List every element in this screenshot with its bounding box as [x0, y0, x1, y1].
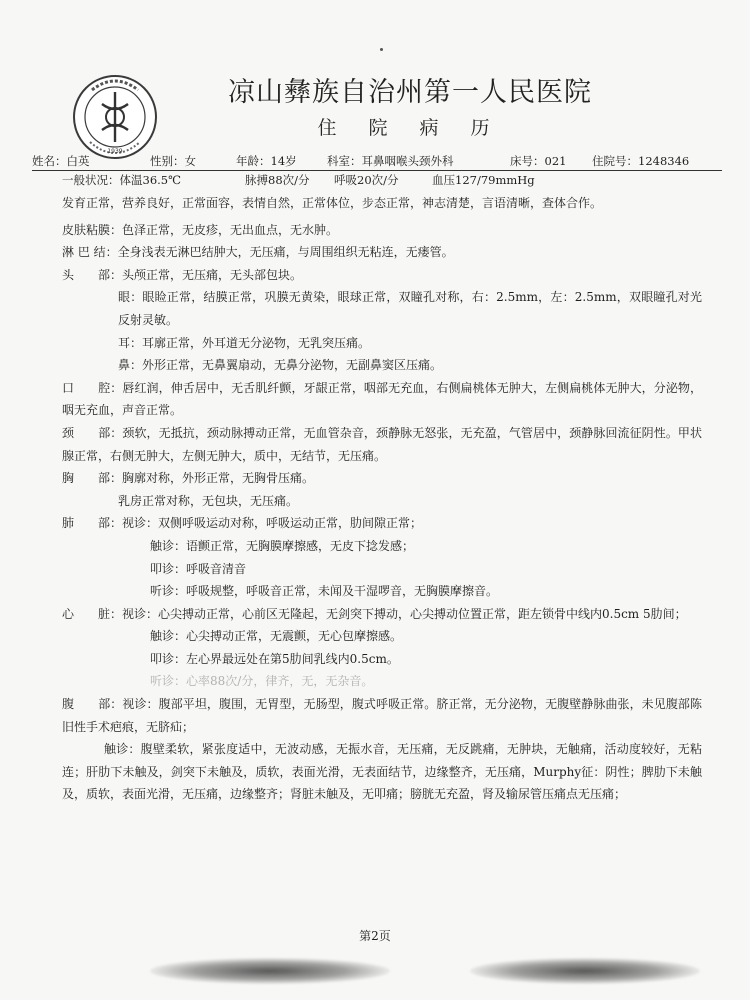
- exam-lung-palpation: 触诊：语颤正常，无胸膜摩擦感，无皮下捻发感；: [150, 538, 415, 553]
- general-temperature: 一般状况：体温36.5℃: [62, 173, 181, 187]
- exam-development: 发育正常，营养良好，正常面容，表情自然，正常体位，步态正常，神志清楚，言语清晰，查体合作。: [62, 196, 603, 210]
- vitals-line: [62, 171, 702, 189]
- patient-name: 姓名：白英: [32, 154, 90, 168]
- exam-lung-percussion: 叩诊：呼吸音清音: [150, 561, 247, 576]
- patient-info-bar: [32, 150, 722, 171]
- exam-heart-auscultation: 听诊：心率88次/分，律齐，无，无杂音。: [150, 674, 374, 689]
- exam-breast: 乳房正常对称，无包块，无压痛。: [118, 493, 299, 508]
- exam-heart-inspection: 心 脏：视诊：心尖搏动正常，心前区无隆起，无剑突下搏动，心尖搏动位置正常，距左锁骨中线内0.5cm 5肋间；: [62, 606, 687, 621]
- respiration: 呼吸20次/分: [334, 173, 399, 187]
- exam-eyes: 眼：眼睑正常，结膜正常，巩膜无黄染，眼球正常，双瞳孔对称，右：2.5mm，左：2.5mm，双眼瞳孔对光反射灵敏。: [118, 290, 702, 327]
- exam-neck: 颈 部：颈软，无抵抗，颈动脉搏动正常，无血管杂音，颈静脉无怒张，无充盈，气管居中，颈静脉回流征阴性。甲状腺正常，右侧无肿大，左侧无肿大，质中，无结节，无压痛。: [62, 425, 702, 463]
- exam-body: [62, 192, 702, 806]
- exam-lymph: 淋 巴 结：全身浅表无淋巴结肿大，无压痛，与周围组织无粘连，无瘘管。: [62, 245, 454, 260]
- patient-department: 科室：耳鼻咽喉头颈外科: [327, 154, 454, 168]
- exam-ears: 耳：耳廓正常，外耳道无分泌物，无乳突压痛。: [118, 335, 371, 350]
- page-number: 第2页: [359, 929, 391, 943]
- exam-nose: 鼻：外形正常，无鼻翼扇动，无鼻分泌物，无副鼻窦区压痛。: [118, 358, 443, 373]
- patient-age: 年龄：14岁: [236, 154, 297, 168]
- patient-sex: 性别：女: [150, 154, 196, 168]
- exam-heart-palpation: 触诊：心尖搏动正常，无震颤，无心包摩擦感。: [150, 629, 403, 644]
- exam-lung-inspection: 肺 部：视诊：双侧呼吸运动对称，呼吸运动正常，肋间隙正常；: [62, 516, 423, 531]
- exam-abdomen-palpation: 触诊：腹壁柔软，紧张度适中，无波动感，无振水音，无压痛，无反跳痛，无肿块，无触痛，活动度较好，无粘连；肝肋下未触及，剑突下未触及，质软，表面光滑，无表面结节，边缘整齐，无压痛，Murphy征：阴性；脾肋下未触及，质软，表面光滑，无压痛，边缘整齐；肾脏未触及，无叩痛；膀胱无充盈，肾及输尿管压痛点无压痛；: [62, 742, 702, 802]
- exam-chest: 胸 部：胸廓对称，外形正常，无胸骨压痛。: [62, 471, 315, 486]
- patient-bed: 床号：021: [510, 154, 567, 168]
- exam-heart-percussion: 叩诊：左心界最远处在第5肋间乳线内0.5cm。: [150, 651, 399, 666]
- exam-mouth: 口 腔：唇红润，伸舌居中，无舌肌纤颤，牙龈正常，咽部无充血，右侧扁桃体无肿大，左侧扁桃体无肿大，分泌物，咽无充血，声音正常。: [62, 380, 702, 418]
- exam-abdomen-inspection: 腹 部：视诊：腹部平坦，腹围，无胃型，无肠型，腹式呼吸正常。脐正常，无分泌物，无腹壁静脉曲张，未见腹部陈旧性手术疤痕，无脐疝；: [62, 697, 702, 734]
- hospital-logo: [72, 74, 158, 160]
- scan-smudge-left: [150, 958, 390, 984]
- scan-speck: [380, 48, 383, 51]
- exam-skin: 皮肤粘膜：色泽正常，无皮疹，无出血点，无水肿。: [62, 222, 339, 237]
- pulse: 脉搏88次/分: [245, 173, 310, 187]
- exam-head: 头 部：头颅正常，无压痛，无头部包块。: [62, 267, 303, 282]
- exam-lung-auscultation: 听诊：呼吸规整，呼吸音正常，未闻及干湿啰音，无胸膜摩擦音。: [150, 584, 499, 599]
- svg-text:1939: 1939: [107, 148, 123, 155]
- hospital-name: 凉山彝族自治州第一人民医院: [228, 77, 592, 108]
- document-title: 住 院 病 历: [317, 117, 503, 139]
- scan-smudge-right: [470, 958, 700, 984]
- blood-pressure: 血压127/79mmHg: [432, 173, 535, 187]
- patient-admission-no: 住院号：1248346: [592, 154, 690, 168]
